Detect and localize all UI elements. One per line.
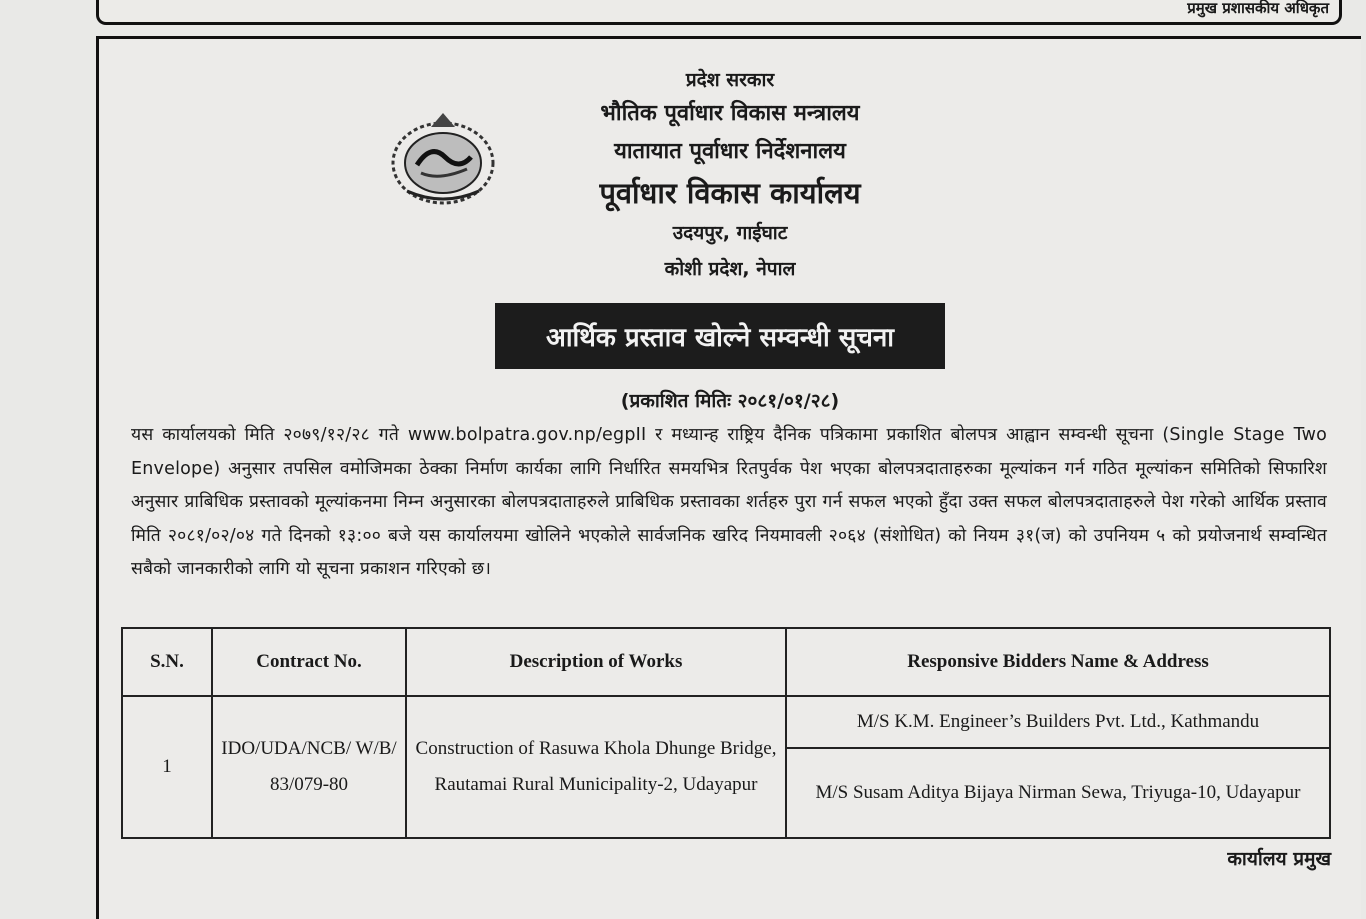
office-header bbox=[99, 65, 1361, 287]
office-address-line-1: उदयपुर, गाईघाट bbox=[672, 222, 788, 244]
cell-bidder-1: M/S K.M. Engineer’s Builders Pvt. Ltd., Kathmandu bbox=[786, 696, 1330, 748]
table-row bbox=[122, 696, 1330, 748]
bidders-table bbox=[121, 627, 1331, 839]
directorate-name: यातायात पूर्वाधार निर्देशनालय bbox=[614, 139, 846, 164]
header-contract-no: Contract No. bbox=[212, 628, 406, 696]
office-address-line-2: कोशी प्रदेश, नेपाल bbox=[664, 258, 796, 280]
cell-contract-no: IDO/UDA/NCB/ W/B/ 83/079-80 bbox=[212, 696, 406, 838]
notice-title: आर्थिक प्रस्ताव खोल्ने सम्वन्धी सूचना bbox=[497, 305, 943, 367]
province-name: प्रदेश सरकार bbox=[685, 69, 775, 91]
cell-sn: 1 bbox=[122, 696, 212, 838]
notice-box bbox=[96, 36, 1361, 919]
table-header-row bbox=[122, 628, 1330, 696]
notice-body: यस कार्यालयको मिति २०७९/१२/२८ गते www.bolpatra.gov.np/egpII र मध्यान्ह राष्ट्रिय दैनिक पत्रिकामा प्रकाशित बोलपत्र आह्वान सम्वन्धी सूचना (Single Stage Two Envelope) अनुसार तपसिल वमोजिमका ठेक्का निर्माण कार्यका लागि निर्धारित समयभित्र रितपुर्वक पेश भएका बोलपत्रदाताहरुका मूल्यांकन गर्न गठित मूल्यांकन समितिको सिफारिश अनुसार प्राबिधिक प्रस्तावको मूल्यांकनमा निम्न अनुसारका बोलपत्रदाताहरुले प्राबिधिक प्रस्तावका शर्तहरु पुरा गर्न सफल भएको हुँदा उक्त सफल बोलपत्रदाताहरुले पेश गरेको आर्थिक प्रस्ताव मिति २०८१/०२/०४ गते दिनको १३:०० बजे यस कार्यालयमा खोलिने भएकोले सार्वजनिक खरिद नियमावली २०६४ (संशोधित) को नियम ३१(ज) को उपनियम ५ को प्रयोजनार्थ सम्वन्धित सबैको जानकारीको लागि यो सूचना प्रकाशन गरिएको छ। bbox=[131, 425, 1327, 579]
previous-notice-border bbox=[96, 0, 1342, 25]
cell-description: Construction of Rasuwa Khola Dhunge Bridge, Rautamai Rural Municipality-2, Udayapur bbox=[406, 696, 786, 838]
cell-bidder-2: M/S Susam Aditya Bijaya Nirman Sewa, Triyuga-10, Udayapur bbox=[786, 748, 1330, 838]
signature-office-chief: कार्यालय प्रमुख bbox=[1227, 848, 1331, 870]
header-sn: S.N. bbox=[122, 628, 212, 696]
header-description: Description of Works bbox=[406, 628, 786, 696]
previous-notice-text: प्रमुख प्रशासकीय अधिकृत bbox=[1187, 0, 1329, 17]
ministry-name: भौतिक पूर्वाधार विकास मन्त्रालय bbox=[600, 101, 860, 126]
published-date: (प्रकाशित मितिः २०८१/०१/२८) bbox=[620, 390, 840, 412]
header-bidders: Responsive Bidders Name & Address bbox=[786, 628, 1330, 696]
office-name: पूर्वाधार विकास कार्यालय bbox=[599, 176, 861, 210]
